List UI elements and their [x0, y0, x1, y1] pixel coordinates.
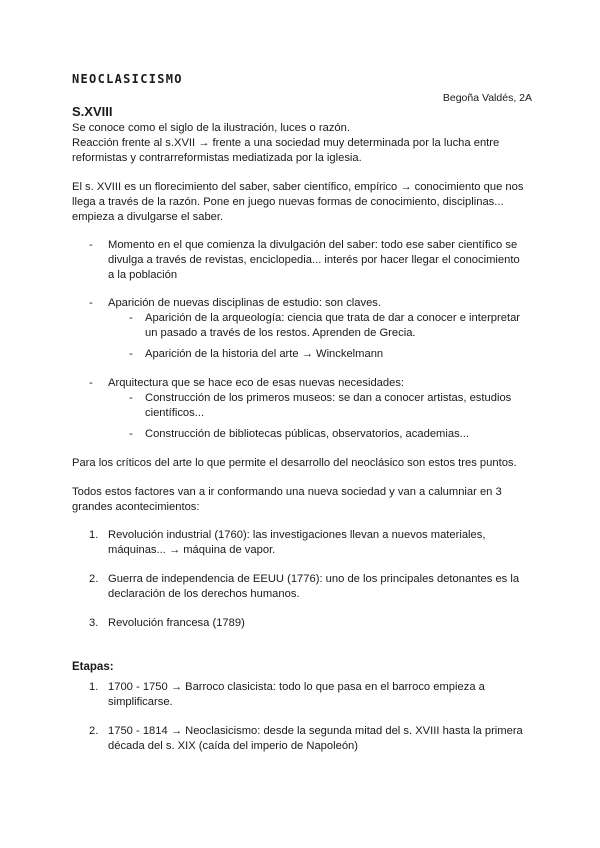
- list-number: 3.: [89, 617, 99, 629]
- list-item-line: 1700 - 1750 → Barroco clasicista: todo lo que pasa en el barroco empieza a: [108, 681, 485, 693]
- sub-bullet-line: Aparición de la historia del arte → Winckelmann: [145, 348, 384, 360]
- document-title: NEOCLASICISMO: [72, 72, 183, 86]
- intro-line: reformistas y contrarreformistas mediatizada por la iglesia.: [72, 152, 362, 164]
- sub-bullet-line: científicos...: [145, 407, 205, 419]
- sub-bullet-line: Construcción de bibliotecas públicas, observatorios, academias...: [145, 428, 469, 440]
- list-number: 2.: [89, 725, 99, 737]
- list-item-line: década del s. XIX (caída del imperio de Napoleón): [108, 740, 359, 752]
- paragraph-line: empieza a divulgarse el saber.: [72, 211, 224, 223]
- intro-line: Se conoce como el siglo de la ilustración, luces o razón.: [72, 122, 350, 134]
- bullet-line: Arquitectura que se hace eco de esas nuevas necesidades:: [108, 377, 405, 389]
- paragraph-line: El s. XVIII es un florecimiento del saber, saber científico, empírico → conocimiento que nos: [72, 181, 524, 193]
- list-item-line: máquinas... → máquina de vapor.: [108, 544, 276, 556]
- list-item-line: simplificarse.: [108, 696, 173, 708]
- list-item-line: Revolución industrial (1760): las investigaciones llevan a nuevos materiales,: [108, 529, 486, 541]
- list-item-line: 1750 - 1814 → Neoclasicismo: desde la segunda mitad del s. XVIII hasta la primera: [108, 725, 523, 737]
- paragraph-line: grandes acontecimientos:: [72, 501, 200, 513]
- intro-line: Reacción frente al s.XVII → frente a una sociedad muy determinada por la lucha entre: [72, 137, 500, 149]
- list-number: 1.: [89, 681, 99, 693]
- sub-dash-marker: -: [129, 348, 133, 360]
- sub-dash-marker: -: [129, 312, 133, 324]
- list-item-line: Guerra de independencia de EEUU (1776): uno de los principales detonantes es la: [108, 573, 520, 585]
- sub-bullet-line: Aparición de la arqueología: ciencia que trata de dar a conocer e interpretar: [145, 312, 521, 324]
- list-item-line: Revolución francesa (1789): [108, 617, 245, 629]
- bullet-line: Momento en el que comienza la divulgación del saber: todo ese saber científico se: [108, 239, 518, 251]
- section-heading: S.XVIII: [72, 104, 113, 119]
- paragraph-line: Para los críticos del arte lo que permite el desarrollo del neoclásico son estos tres puntos.: [72, 457, 517, 469]
- paragraph-line: Todos estos factores van a ir conformando una nueva sociedad y van a calumniar en 3: [72, 486, 502, 498]
- sub-dash-marker: -: [129, 428, 133, 440]
- bullet-line: divulga a través de revistas, enciclopedia... interés por hacer llegar el conocimiento: [108, 254, 520, 266]
- bullet-line: a la población: [108, 269, 178, 281]
- dash-marker: -: [89, 239, 93, 251]
- list-number: 1.: [89, 529, 99, 541]
- dash-marker: -: [89, 297, 93, 309]
- sub-bullet-line: Construcción de los primeros museos: se dan a conocer artistas, estudios: [145, 392, 512, 404]
- sub-bullet-line: un pasado a través de los restos. Aprenden de Grecia.: [145, 327, 416, 339]
- author-name: Begoña Valdés, 2A: [442, 92, 532, 104]
- bullet-line: Aparición de nuevas disciplinas de estudio: son claves.: [108, 297, 382, 309]
- list-item-line: declaración de los derechos humanos.: [108, 588, 300, 600]
- sub-dash-marker: -: [129, 392, 133, 404]
- list-number: 2.: [89, 573, 99, 585]
- dash-marker: -: [89, 377, 93, 389]
- paragraph-line: llega a través de la razón. Pone en juego nuevas formas de conocimiento, disciplinas...: [72, 196, 504, 208]
- etapas-heading: Etapas:: [72, 661, 114, 673]
